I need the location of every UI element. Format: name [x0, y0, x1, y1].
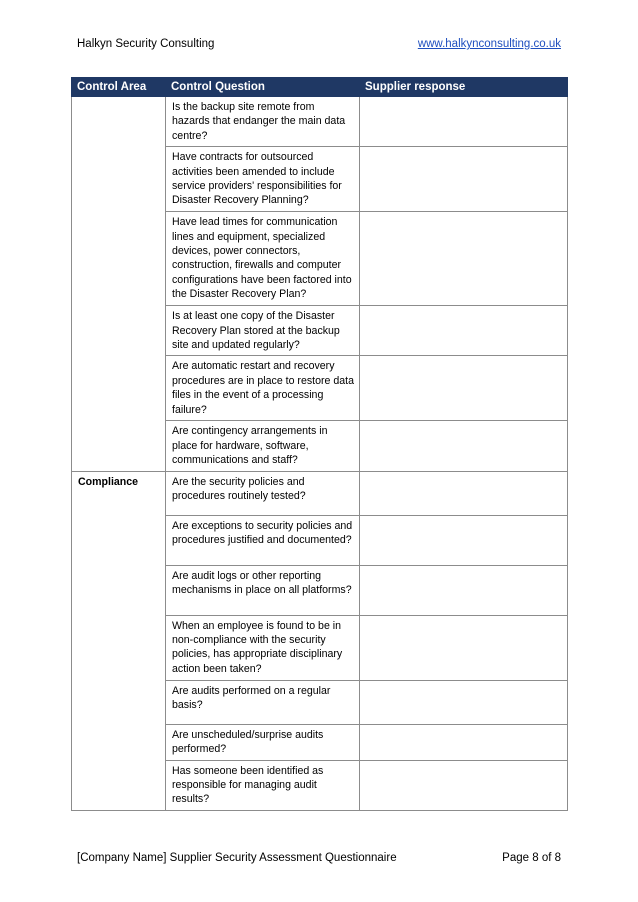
- supplier-response-cell[interactable]: [360, 471, 568, 515]
- control-area-cell: [72, 680, 166, 724]
- supplier-response-cell[interactable]: [360, 760, 568, 810]
- control-area-cell-compliance: Compliance: [72, 471, 166, 515]
- supplier-response-cell[interactable]: [360, 97, 568, 147]
- control-area-cell: [72, 565, 166, 615]
- table-header-row: [72, 78, 568, 97]
- questionnaire-table: [71, 77, 568, 811]
- questionnaire-table-wrap: [71, 77, 567, 811]
- control-area-cell: [72, 724, 166, 760]
- supplier-response-cell[interactable]: [360, 680, 568, 724]
- page-header: [77, 38, 561, 50]
- supplier-response-cell[interactable]: [360, 565, 568, 615]
- control-area-cell: [72, 306, 166, 356]
- control-area-cell: [72, 97, 166, 147]
- control-question-cell: Are audit logs or other reporting mechanisms in place on all platforms?: [166, 565, 360, 615]
- column-header-supplier-response: Supplier response: [360, 78, 568, 97]
- table-row: [72, 565, 568, 615]
- table-row: [72, 515, 568, 565]
- table-row: [72, 615, 568, 680]
- control-question-cell: Are exceptions to security policies and procedures justified and documented?: [166, 515, 360, 565]
- table-row: [72, 306, 568, 356]
- control-question-cell: Have contracts for outsourced activities been amended to include service providers' responsibilities for Disaster Recovery Planning?: [166, 147, 360, 212]
- supplier-response-cell[interactable]: [360, 515, 568, 565]
- table-row: [72, 97, 568, 147]
- supplier-response-cell[interactable]: [360, 212, 568, 306]
- table-row: [72, 356, 568, 421]
- table-row: [72, 212, 568, 306]
- control-question-cell: Are automatic restart and recovery procedures are in place to restore data files in the event of a processing failure?: [166, 356, 360, 421]
- control-question-cell: Has someone been identified as responsible for managing audit results?: [166, 760, 360, 810]
- column-header-control-area: Control Area: [72, 78, 166, 97]
- control-question-cell: Is the backup site remote from hazards that endanger the main data centre?: [166, 97, 360, 147]
- table-row: [72, 471, 568, 515]
- footer-document-title: [Company Name] Supplier Security Assessment Questionnaire: [77, 852, 397, 864]
- control-question-cell: Have lead times for communication lines and equipment, specialized devices, power connectors, construction, firewalls and computer configurations have been factored into the Disaster Recovery Plan?: [166, 212, 360, 306]
- control-question-cell: Are unscheduled/surprise audits performed?: [166, 724, 360, 760]
- table-row: [72, 147, 568, 212]
- header-website-link[interactable]: www.halkynconsulting.co.uk: [417, 38, 561, 50]
- table-row: [72, 724, 568, 760]
- control-question-cell: Is at least one copy of the Disaster Recovery Plan stored at the backup site and updated regularly?: [166, 306, 360, 356]
- supplier-response-cell[interactable]: [360, 724, 568, 760]
- supplier-response-cell[interactable]: [360, 615, 568, 680]
- page-footer: [77, 852, 561, 864]
- table-row: [72, 680, 568, 724]
- supplier-response-cell[interactable]: [360, 147, 568, 212]
- control-area-cell: [72, 421, 166, 471]
- table-row: [72, 421, 568, 471]
- column-header-control-question: Control Question: [166, 78, 360, 97]
- control-area-cell: [72, 212, 166, 306]
- supplier-response-cell[interactable]: [360, 356, 568, 421]
- control-question-cell: Are contingency arrangements in place for hardware, software, communications and staff?: [166, 421, 360, 471]
- supplier-response-cell[interactable]: [360, 306, 568, 356]
- control-area-cell: [72, 515, 166, 565]
- control-area-cell: [72, 356, 166, 421]
- control-question-cell: Are the security policies and procedures routinely tested?: [166, 471, 360, 515]
- control-question-cell: When an employee is found to be in non-compliance with the security policies, has appropriate disciplinary action been taken?: [166, 615, 360, 680]
- footer-page-number: Page 8 of 8: [502, 852, 561, 864]
- control-area-cell: [72, 147, 166, 212]
- header-company: Halkyn Security Consulting: [77, 38, 215, 50]
- table-row: [72, 760, 568, 810]
- supplier-response-cell[interactable]: [360, 421, 568, 471]
- control-area-cell: [72, 615, 166, 680]
- control-area-cell: [72, 760, 166, 810]
- control-question-cell: Are audits performed on a regular basis?: [166, 680, 360, 724]
